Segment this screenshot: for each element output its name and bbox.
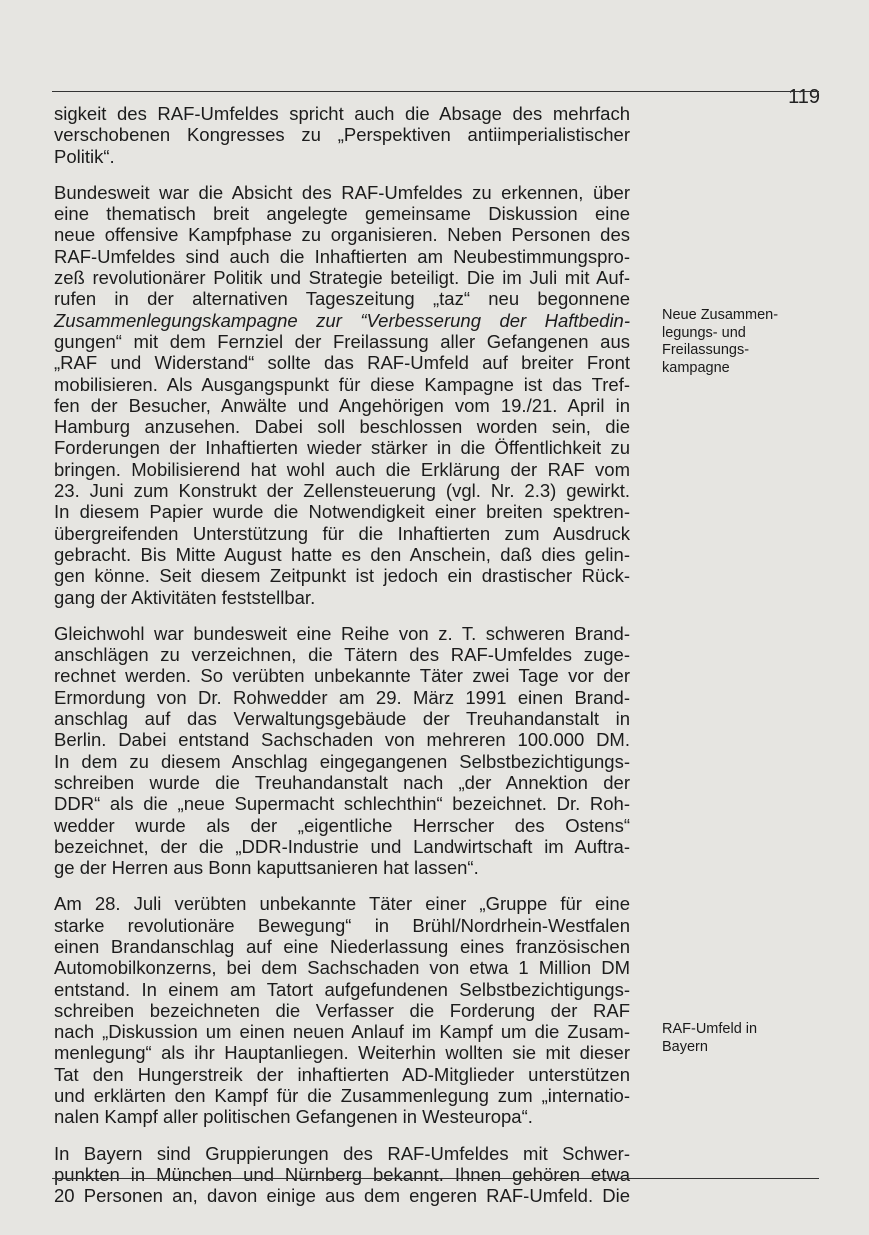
text-line: In dem zu diesem Anschlag eingegangenen Selbstbezichtigungs- — [54, 750, 630, 772]
text-line: sigkeit des RAF-Umfeldes spricht auch die Absage des mehrfach — [54, 103, 630, 124]
paragraph — [54, 1143, 630, 1207]
text-line: zeß revolutionärer Politik und Strategie beteiligt. Die im Juli mit Auf- — [54, 267, 630, 289]
text-line: wedder wurde als der „eigentliche Herrscher des Ostens“ — [54, 814, 630, 836]
footer-rule — [52, 1178, 819, 1179]
margin-note-line: kampagne — [662, 359, 730, 376]
header-rule — [52, 91, 819, 92]
margin-note-line: legungs- und — [662, 324, 746, 341]
text-line: Berlin. Dabei entstand Sachschaden von mehreren 100.000 DM. — [54, 729, 630, 751]
text-line: Forderungen der Inhaftierten wieder stärker in die Öffentlichkeit zu — [54, 437, 630, 459]
page-number: 119 — [788, 86, 820, 108]
text-line: Zusammenlegungskampagne zur “Verbesserung der Haftbedin- — [54, 309, 630, 331]
margin-note-kampagne — [662, 307, 822, 377]
margin-note-bayern — [662, 1021, 822, 1056]
text-line: rechnet werden. So verübten unbekannte Täter zwei Tage vor der — [54, 665, 630, 687]
text-line: gungen“ mit dem Fernziel der Freilassung aller Gefangenen aus — [54, 330, 630, 352]
margin-note-line: RAF-Umfeld in — [662, 1021, 758, 1037]
text-line: schreiben wurde die Treuhandanstalt nach „der Annektion der — [54, 771, 630, 793]
paragraph — [54, 103, 630, 167]
text-line: schreiben bezeichneten die Verfasser die Forderung der RAF — [54, 999, 630, 1021]
text-line: Automobilkonzerns, bei dem Sachschaden von etwa 1 Million DM — [54, 957, 630, 979]
margin-note-line: Freilassungs- — [662, 342, 750, 358]
text-line: gebracht. Bis Mitte August hatte es den Anschein, daß dies gelin- — [54, 543, 630, 565]
text-line: Politik“. — [54, 145, 115, 167]
text-line: RAF-Umfeldes sind auch die Inhaftierten am Neubestimmungspro- — [54, 245, 630, 267]
margin-note-line: Bayern — [662, 1038, 708, 1055]
paragraph — [54, 893, 630, 1127]
text-line: gang der Aktivitäten feststellbar. — [54, 586, 316, 608]
text-line: gen könne. Seit diesem Zeitpunkt ist jedoch ein drastischer Rück- — [54, 565, 630, 587]
text-line: einen Brandanschlag auf eine Niederlassung eines französischen — [54, 935, 630, 957]
text-line: und erklärten den Kampf für die Zusammenlegung zum „internatio- — [54, 1085, 630, 1107]
text-line: anschlag auf das Verwaltungsgebäude der Treuhandanstalt in — [54, 708, 630, 730]
text-line: anschlägen zu verzeichnen, die Tätern des RAF-Umfeldes zuge- — [54, 644, 630, 666]
text-line: verschobenen Kongresses zu „Perspektiven antiimperialistischer — [54, 124, 630, 146]
text-line: übergreifenden Unterstützung für die Inhaftierten zum Ausdruck — [54, 522, 630, 544]
text-line: Am 28. Juli verübten unbekannte Täter einer „Gruppe für eine — [54, 893, 630, 915]
text-line: 23. Juni zum Konstrukt der Zellensteuerung (vgl. Nr. 2.3) gewirkt. — [54, 480, 630, 502]
text-line: nach „Diskussion um einen neuen Anlauf im Kampf um die Zusam- — [54, 1021, 630, 1043]
text-line: eine thematisch breit angelegte gemeinsame Diskussion eine — [54, 203, 630, 225]
body-text — [54, 103, 630, 1222]
text-line: Gleichwohl war bundesweit eine Reihe von z. T. schweren Brand- — [54, 622, 630, 644]
text-line: „RAF und Widerstand“ sollte das RAF-Umfeld auf breiter Front — [54, 352, 630, 374]
paragraph — [54, 623, 630, 879]
text-line: rufen in der alternativen Tageszeitung „taz“ neu begonnene — [54, 288, 630, 310]
text-line: entstand. In einem am Tatort aufgefundenen Selbstbezichtigungs- — [54, 978, 630, 1000]
text-line: menlegung“ als ihr Hauptanliegen. Weiterhin wollten sie mit dieser — [54, 1042, 630, 1064]
text-line: nalen Kampf aller politischen Gefangenen in Westeuropa“. — [54, 1106, 533, 1128]
text-line: mobilisieren. Als Ausgangspunkt für diese Kampagne ist das Tref- — [54, 373, 630, 395]
text-line: DDR“ als die „neue Supermacht schlechthin“ bezeichnet. Dr. Roh- — [54, 793, 630, 815]
text-line: bringen. Mobilisierend hat wohl auch die Erklärung der RAF vom — [54, 458, 630, 480]
text-line: Tat den Hungerstreik der inhaftierten AD-Mitglieder unterstützen — [54, 1063, 630, 1085]
text-line: starke revolutionäre Bewegung“ in Brühl/Nordrhein-Westfalen — [54, 914, 630, 936]
margin-note-line: Neue Zusammen- — [662, 307, 779, 323]
text-line: fen der Besucher, Anwälte und Angehörigen vom 19./21. April in — [54, 394, 630, 416]
paragraph — [54, 182, 630, 608]
text-line: Hamburg anzusehen. Dabei soll beschlossen worden sein, die — [54, 416, 630, 438]
text-line: ge der Herren aus Bonn kaputtsanieren hat lassen“. — [54, 857, 479, 879]
text-line: In Bayern sind Gruppierungen des RAF-Umfeldes mit Schwer- — [54, 1142, 630, 1164]
text-line: 20 Personen an, davon einige aus dem engeren RAF-Umfeld. Die — [54, 1185, 630, 1207]
text-line: punkten in München und Nürnberg bekannt. Ihnen gehören etwa — [54, 1163, 630, 1185]
text-line: In diesem Papier wurde die Notwendigkeit einer breiten spektren- — [54, 501, 630, 523]
text-line: Bundesweit war die Absicht des RAF-Umfeldes zu erkennen, über — [54, 181, 630, 203]
text-line: neue offensive Kampfphase zu organisieren. Neben Personen des — [54, 224, 630, 246]
text-line: Ermordung von Dr. Rohwedder am 29. März 1991 einen Brand- — [54, 686, 630, 708]
text-line: bezeichnet, der die „DDR-Industrie und Landwirtschaft im Auftra- — [54, 835, 630, 857]
